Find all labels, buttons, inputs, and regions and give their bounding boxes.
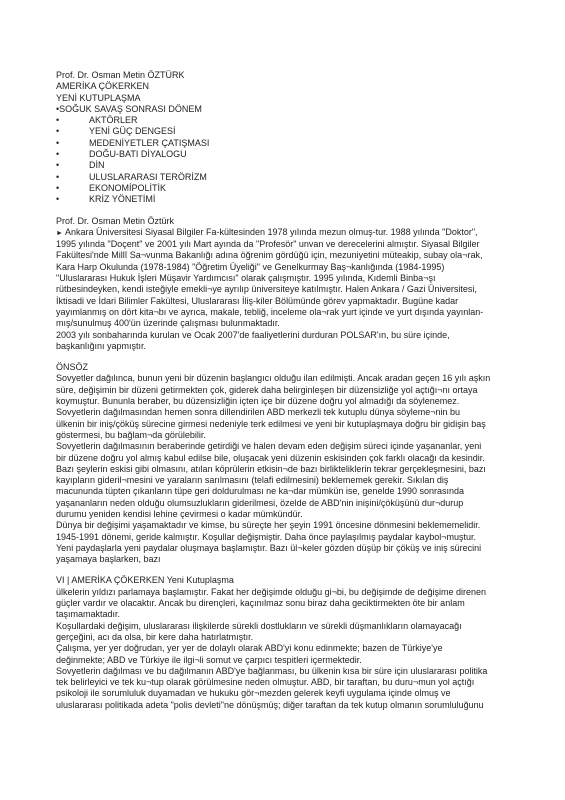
bullet-marker: • (56, 194, 60, 205)
document-page (56, 70, 526, 711)
list-item: • AKTÖRLER (56, 115, 138, 126)
text-line: Fakültesi'nde Millî Sa¬vunma Bakanlığı adına öğrenim gördüğü için, mezuniyetini müteakip, subay ola¬rak, (56, 250, 483, 261)
bio-text (56, 227, 526, 352)
bullet-marker: • (56, 171, 60, 182)
header-author: Prof. Dr. Osman Metin ÖZTÜRK (56, 70, 185, 80)
list-item: • ULUSLARARASI TERÖRİZM (56, 171, 207, 182)
topic-heading: •SOĞUK SAVAŞ SONRASI DÖNEM (56, 103, 202, 114)
text-line: süre, değişimin bir düzeni getirmekten çok, giderek daha belirginleşen bir düzensizliğe yol açtığı¬nı ortaya (56, 384, 478, 395)
preface-heading: ÖNSÖZ (56, 362, 89, 373)
text-line: mış/sunulmuş 400'ün üzerinde çalışması bulunmaktadır. (56, 318, 280, 329)
text-line: Yeni paydaşlarla yeni paydalar oluşmaya başlamıştır. Bazı ül¬keler gözden düşüp bir çöküş ve iniş sürecini (56, 542, 482, 553)
text-line: Koşullardaki değişim, uluslararası ilişkilerde sürekli dostlukların ve sürekli düşmanlıkların olamayacağı (56, 620, 462, 631)
text-line: yaşamaya başlarken, bazı (56, 554, 161, 565)
text-line: yayımlanmış on dört kita¬bı ve ayrıca, makale, tebliğ, inceleme ola¬rak yurt içinde ve yurt dışında yayınlan- (56, 306, 484, 317)
bullet-marker: • (56, 182, 60, 193)
text-line: koymuştur. Bununla beraber, bu düzensizliğin içten içe bir düzene doğru yol almadığı da söylenemez. (56, 396, 460, 407)
topic-list (56, 115, 526, 205)
text-line: İktisadi ve İdari Bilimler Fakültesi, Uluslararası İliş-kiler Bölümünde görev yapmaktadır. Bugüne kadar (56, 295, 459, 306)
text-line: kayıpların gideril¬mesini ve yaraların sarılmasını (telafi edilmesini) beklememek gerekir. Sıkılan diş (56, 475, 449, 486)
text-line: durumu yeniden kendisi lehine çevirmesi o kadar mümkündür. (56, 508, 303, 519)
text-line: Bazı şeylerin eskisi gibi olmasını, atılan köprülerin etkisin¬de bazı birlikteliklerin tekrar gerçekleşmesini, bazı (56, 463, 486, 474)
text-line: taşımamaktadır. (56, 609, 121, 620)
text-line: yaşananların neden olduğu olumsuzlukların giderilmesi, özelde de ABD'nin inişini/çöküşünü dur¬durup (56, 497, 464, 508)
text-line: macununda tüpten çıkanların tüpe geri doldurulması ne ka¬dar mümkün ise, genelde 1990 sonrasında (56, 486, 465, 497)
text-line: tek belirleyici ve tek ku¬tup olarak görülmesine neden olmuştur. ABD, bir taraftan, bu duru¬mun yol açtığı (56, 677, 475, 688)
book-title: AMERİKA ÇÖKERKEN (56, 81, 150, 92)
text-line: başkanlığını yapmıştır. (56, 340, 147, 351)
bullet-marker: • (56, 126, 60, 137)
bio-author: Prof. Dr. Osman Metin Öztürk (56, 215, 175, 226)
text-line: güçler vardır ve olacaktır. Ancak bu dirençleri, kaçınılmaz sonu biraz daha geciktirmekten öte bir anlam (56, 598, 465, 609)
text-line: "Uluslararası Hukuk İşleri Müşavir Yardımcısı" olarak çalışmıştır. 1995 yılında, Kıdemli Binba¬şı (56, 273, 436, 284)
bullet-marker: • (56, 160, 60, 171)
list-item: • KRİZ YÖNETİMİ (56, 194, 156, 205)
triangle-bullet-icon: ► (56, 229, 63, 237)
text-line: 2003 yılı sonbaharında kurulan ve Ocak 2007'de faaliyetlerini durduran POLSAR'ın, bu süre içinde, (56, 329, 450, 340)
book-subtitle: YENİ KUTUPLAŞMA (56, 92, 141, 103)
list-item: • YENİ GÜÇ DENGESİ (56, 126, 176, 137)
text-line: ► Ankara Üniversitesi Siyasal Bilgiler Fa-kültesinden 1978 yılında mezun olmuş-tur. 1988 yılında "Doktor", (56, 226, 478, 237)
text-line: göstermesi, bu bağlam¬da görülebilir. (56, 429, 206, 440)
text-line: ülkenin bir iniş/çöküş sürecine girmesi nedeniyle terk edilmesi ve yeni bir kutuplaşmaya doğru bir gidişin baş (56, 418, 486, 429)
text-line: bir düzene doğru yol almış kabul edilse bile, oluşacak yeni düzenin eskisinden çok farklı olacağı da kesindir. (56, 452, 485, 463)
text-line: Sovyetlerin dağılmasının beraberinde getirdiği ve halen devam eden değişim süreci içinde yaşananlar, yeni (56, 441, 482, 452)
bullet-marker: • (56, 115, 60, 126)
text-line: uluslararası politikada adeta "polis devleti"ne dönüşmüş; diğer taraftan da tek kutup olmanın sorumluluğunu (56, 699, 484, 710)
list-item: • DOĞU-BATI DİYALOGU (56, 149, 187, 160)
text-line: Kara Harp Okulunda (1978-1984) "Öğretim Üyeliği" ve Genelkurmay Baş¬kanlığında (1984-1995) (56, 261, 445, 272)
text-line: psikoloji ile sorumluluk duyamadan ve hukuku gör¬mezden gelerek keyfi uygulama içinde olmuş ve (56, 688, 451, 699)
text-line: 1945-1991 dönemi, geride kalmıştır. Koşullar değişmiştir. Daha önce paylaşılmış paydalar kaybol¬muştur. (56, 531, 476, 542)
text-line: gerçeğini, acı da olsa, bir kere daha hatırlatmıştır. (56, 631, 254, 642)
list-item: • MEDENİYETLER ÇATIŞMASI (56, 137, 210, 148)
text-line: değinmekte; ABD ve Türkiye ile ilgi¬li somut ve çarpıcı tespitleri içermektedir. (56, 654, 362, 665)
text-line: Sovyetler dağılınca, bunun yeni bir düzenin başlangıcı olduğu ilan edilmişti. Ancak aradan geçen 16 yılı aşkın (56, 373, 491, 384)
text-line: Çalışma, yer yer doğrudan, yer yer de dolaylı olarak ABD'yi konu edinmekte; bazen de Türkiye'ye (56, 643, 443, 654)
list-item: • EKONOMİPOLİTİK (56, 182, 167, 193)
list-item: • DİN (56, 160, 105, 171)
text-line: ülkelerin yıldızı parlamaya başlamıştır. Fakat her değişimde olduğu gi¬bi, bu değişimde de değişime direnen (56, 586, 486, 597)
text-line: Sovyetlerin dağılması ve bu dağılmanın ABD'ye bağlanması, bu ülkenin kısa bir süre için uluslararası politika (56, 665, 488, 676)
text-line: 1995 yılında "Doçent" ve 2001 yılı Mart ayında da "Profesör" unvan ve derecelerini almıştır. Siyasal Bilgiler (56, 239, 480, 250)
preface-text (56, 373, 526, 565)
text-line: rütbesindeyken, kendi isteğiyle emekli¬ye ayrılıp üniversiteye katılmıştır. Halen Ankara / Gazi Üniversitesi, (56, 284, 477, 295)
text-line: Sovyetlerin dağılmasından hemen sonra dillendirilen ABD merkezli tek kutuplu dünya söyleme¬nin bu (56, 407, 460, 418)
text-line: Dünya bir değişimi yaşamaktadır ve kimse, bu süreçte her şeyin 1991 öncesine dönmesini beklememelidir. (56, 520, 481, 531)
chapter-text (56, 587, 526, 711)
chapter-heading: VI | AMERİKA ÇÖKERKEN Yeni Kutuplaşma (56, 575, 234, 586)
bullet-marker: • (56, 149, 60, 160)
bullet-marker: • (56, 137, 60, 148)
